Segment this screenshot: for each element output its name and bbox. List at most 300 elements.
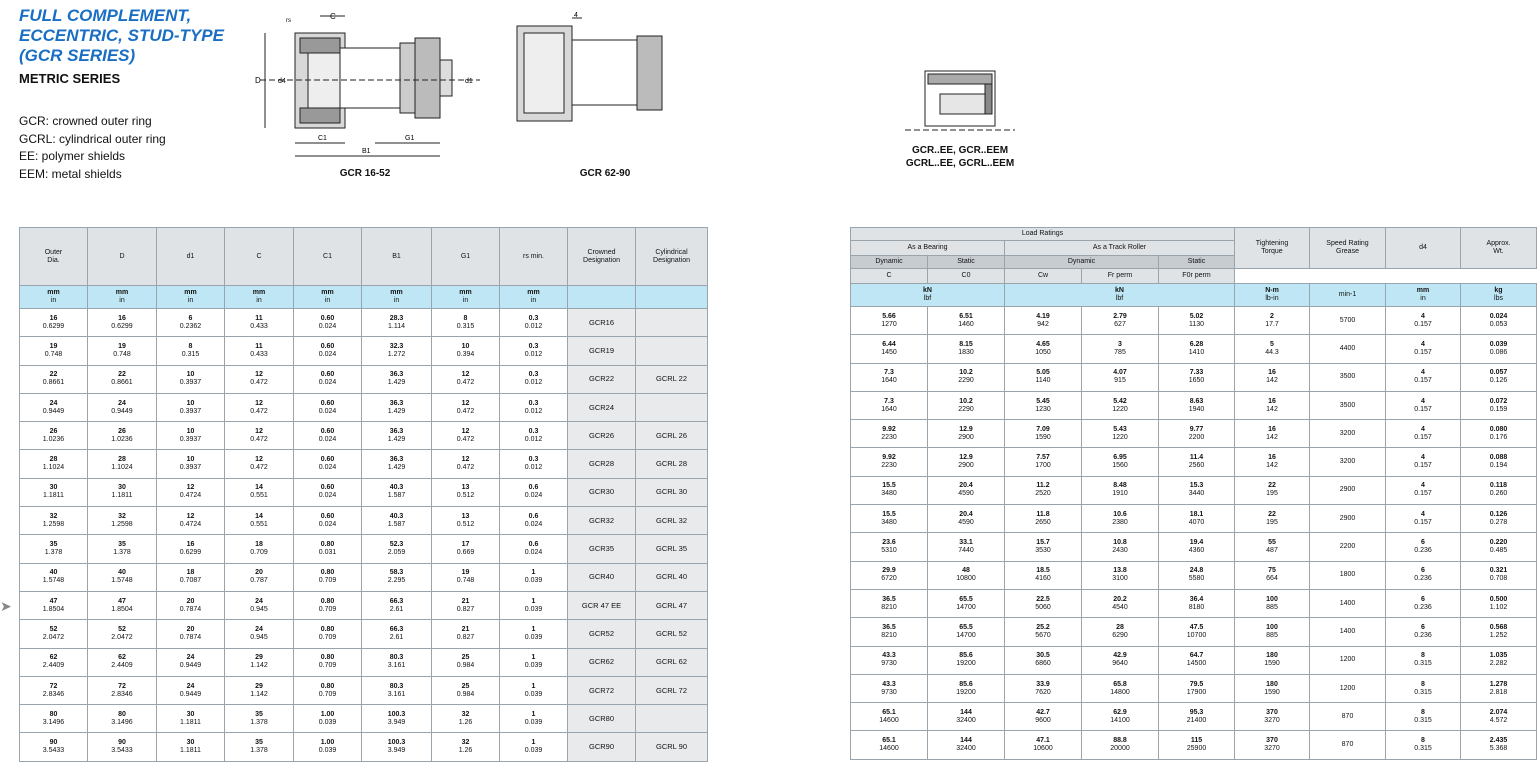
- table-cell: 48 10800: [928, 561, 1005, 589]
- units-cell: min-1: [1310, 284, 1386, 307]
- table-cell: 15.3 3440: [1159, 476, 1235, 504]
- table-cell: 15.5 3480: [851, 476, 928, 504]
- gcr-16-52-drawing: [250, 8, 490, 163]
- col-header: Approx. Wt.: [1461, 228, 1537, 269]
- table-cell: 28 1.1024: [20, 450, 88, 478]
- table-cell: 0.3 0.012: [500, 337, 568, 365]
- table-row: [851, 589, 1537, 617]
- table-cell: 24 0.9449: [88, 393, 157, 421]
- table-cell: 5.42 1220: [1082, 391, 1159, 419]
- table-cell: 22 195: [1235, 476, 1310, 504]
- table-cell: 23.6 5310: [851, 533, 928, 561]
- table-row: [20, 648, 708, 676]
- table-cell: 12 0.472: [225, 393, 294, 421]
- units-cell: mm in: [500, 286, 568, 309]
- cylindrical-designation: [636, 337, 708, 365]
- table-row: [851, 731, 1537, 759]
- table-cell: 4 0.157: [1386, 391, 1461, 419]
- table-cell: 13 0.512: [432, 478, 500, 506]
- table-cell: 14 0.551: [225, 507, 294, 535]
- legend-item: EE: polymer shields: [19, 149, 126, 163]
- table-cell: 1400: [1310, 618, 1386, 646]
- crowned-designation: GCR 47 EE: [568, 591, 636, 619]
- table-cell: 1400: [1310, 589, 1386, 617]
- symbol-header: C0: [928, 269, 1005, 284]
- table-cell: 16 142: [1235, 448, 1310, 476]
- as-bearing-header: As a Bearing: [851, 241, 1005, 256]
- table-cell: 28.3 1.114: [362, 309, 432, 337]
- table-row: [851, 703, 1537, 731]
- table-cell: 24 0.9449: [20, 393, 88, 421]
- table-cell: 62.9 14100: [1082, 703, 1159, 731]
- table-cell: 115 25900: [1159, 731, 1235, 759]
- units-cell: mm in: [362, 286, 432, 309]
- units-cell: mm in: [294, 286, 362, 309]
- table-cell: 66.3 2.61: [362, 620, 432, 648]
- table-row: [851, 391, 1537, 419]
- table-cell: 5.05 1140: [1005, 363, 1082, 391]
- table-cell: 2.074 4.572: [1461, 703, 1537, 731]
- table-cell: 1 0.039: [500, 648, 568, 676]
- table-cell: 65.1 14600: [851, 731, 928, 759]
- table-cell: 18 0.709: [225, 535, 294, 563]
- table-cell: 6 0.236: [1386, 618, 1461, 646]
- table-row: [851, 420, 1537, 448]
- cylindrical-designation: GCRL 35: [636, 535, 708, 563]
- table-row: [851, 363, 1537, 391]
- cylindrical-designation: GCRL 26: [636, 422, 708, 450]
- table-cell: 1 0.039: [500, 591, 568, 619]
- table-cell: 10 0.3937: [157, 450, 225, 478]
- table-cell: 1200: [1310, 674, 1386, 702]
- table-cell: 12 0.472: [225, 422, 294, 450]
- table-cell: 55 487: [1235, 533, 1310, 561]
- col-header: Outer Dia.: [20, 228, 88, 286]
- table-cell: 20.2 4540: [1082, 589, 1159, 617]
- cylindrical-designation: GCRL 52: [636, 620, 708, 648]
- table-cell: 0.80 0.709: [294, 620, 362, 648]
- table-cell: 4400: [1310, 335, 1386, 363]
- table-cell: 43.3 9730: [851, 646, 928, 674]
- table-cell: 21 0.827: [432, 620, 500, 648]
- table-cell: 0.60 0.024: [294, 507, 362, 535]
- col-header: d1: [157, 228, 225, 286]
- table-cell: 6.44 1450: [851, 335, 928, 363]
- table-cell: 15.5 3480: [851, 505, 928, 533]
- table-cell: 30.5 6860: [1005, 646, 1082, 674]
- table-row: [851, 307, 1537, 335]
- table-cell: 100.3 3.949: [362, 705, 432, 733]
- figure-caption: GCRL..EE, GCRL..EEM: [905, 158, 1015, 169]
- table-cell: 47.1 10600: [1005, 731, 1082, 759]
- table-cell: 1 0.039: [500, 620, 568, 648]
- table-cell: 5.43 1220: [1082, 420, 1159, 448]
- table-cell: 15.7 3530: [1005, 533, 1082, 561]
- load-ratings-header: Load Ratings: [851, 228, 1235, 241]
- crowned-designation: GCR16: [568, 309, 636, 337]
- table-cell: 72 2.8346: [88, 676, 157, 704]
- table-cell: 80.3 3.161: [362, 676, 432, 704]
- table-cell: 35 1.378: [225, 705, 294, 733]
- table-cell: 12 0.4724: [157, 507, 225, 535]
- table-cell: 0.60 0.024: [294, 422, 362, 450]
- table-cell: 7.09 1590: [1005, 420, 1082, 448]
- cylindrical-designation: [636, 705, 708, 733]
- table-cell: 8 0.315: [1386, 674, 1461, 702]
- table-cell: 19.4 4360: [1159, 533, 1235, 561]
- table-cell: 35 1.378: [20, 535, 88, 563]
- cylindrical-designation: [636, 393, 708, 421]
- table-cell: 47 1.8504: [20, 591, 88, 619]
- table-cell: 25.2 5670: [1005, 618, 1082, 646]
- table-cell: 8 0.315: [1386, 731, 1461, 759]
- table-cell: 9.92 2230: [851, 448, 928, 476]
- table-cell: 4.65 1050: [1005, 335, 1082, 363]
- crowned-designation: GCR72: [568, 676, 636, 704]
- table-cell: 1 0.039: [500, 733, 568, 761]
- table-cell: 4 0.157: [1386, 505, 1461, 533]
- crowned-designation: GCR28: [568, 450, 636, 478]
- table-row: [20, 591, 708, 619]
- table-cell: 65.1 14600: [851, 703, 928, 731]
- table-row: [20, 365, 708, 393]
- table-row: [20, 478, 708, 506]
- table-cell: 30 1.1811: [88, 478, 157, 506]
- table-cell: 5.02 1130: [1159, 307, 1235, 335]
- page-marker-icon: ➤: [0, 598, 12, 614]
- table-cell: 10 0.3937: [157, 422, 225, 450]
- table-cell: 12 0.472: [432, 393, 500, 421]
- table-row: [20, 507, 708, 535]
- table-cell: 0.80 0.031: [294, 535, 362, 563]
- table-cell: 0.60 0.024: [294, 309, 362, 337]
- table-cell: 0.60 0.024: [294, 365, 362, 393]
- table-cell: 10 0.3937: [157, 365, 225, 393]
- table-cell: 65.8 14800: [1082, 674, 1159, 702]
- table-cell: 52.3 2.059: [362, 535, 432, 563]
- table-cell: 180 1590: [1235, 674, 1310, 702]
- table-cell: 95.3 21400: [1159, 703, 1235, 731]
- table-cell: 90 3.5433: [20, 733, 88, 761]
- table-cell: 0.6 0.024: [500, 535, 568, 563]
- table-cell: 6 0.236: [1386, 561, 1461, 589]
- table-cell: 8 0.315: [1386, 703, 1461, 731]
- table-cell: 0.6 0.024: [500, 478, 568, 506]
- table-cell: 8 0.315: [157, 337, 225, 365]
- col-header: Crowned Designation: [568, 228, 636, 286]
- table-cell: 58.3 2.295: [362, 563, 432, 591]
- table-cell: 28 1.1024: [88, 450, 157, 478]
- gcr-62-90-drawing: [512, 8, 672, 128]
- table-cell: 0.118 0.260: [1461, 476, 1537, 504]
- table-cell: 36.4 8180: [1159, 589, 1235, 617]
- table-row: [20, 393, 708, 421]
- table-row: [20, 535, 708, 563]
- table-cell: 5700: [1310, 307, 1386, 335]
- dim-label: rs: [286, 18, 291, 24]
- table-cell: 1200: [1310, 646, 1386, 674]
- col-header: Tightening Torque: [1235, 228, 1310, 269]
- cylindrical-designation: GCRL 72: [636, 676, 708, 704]
- table-cell: 24.8 5580: [1159, 561, 1235, 589]
- table-cell: 13.8 3100: [1082, 561, 1159, 589]
- table-cell: 40 1.5748: [88, 563, 157, 591]
- table-cell: 25 0.984: [432, 676, 500, 704]
- table-cell: 0.60 0.024: [294, 393, 362, 421]
- table-cell: 79.5 17900: [1159, 674, 1235, 702]
- table-cell: 12 0.472: [432, 422, 500, 450]
- table-cell: 64.7 14500: [1159, 646, 1235, 674]
- table-cell: 11.8 2650: [1005, 505, 1082, 533]
- series-subtitle: METRIC SERIES: [19, 71, 121, 86]
- table-cell: 65.5 14700: [928, 589, 1005, 617]
- table-cell: 10 0.394: [432, 337, 500, 365]
- figure-caption: GCR 16-52: [339, 168, 391, 179]
- table-cell: 8 0.315: [1386, 646, 1461, 674]
- table-cell: 0.057 0.126: [1461, 363, 1537, 391]
- table-cell: 12 0.472: [225, 365, 294, 393]
- table-cell: 9.77 2200: [1159, 420, 1235, 448]
- table-cell: 4 0.157: [1386, 307, 1461, 335]
- table-row: [851, 505, 1537, 533]
- table-row: [851, 448, 1537, 476]
- table-cell: 52 2.0472: [88, 620, 157, 648]
- table-cell: 0.072 0.159: [1461, 391, 1537, 419]
- table-cell: 0.60 0.024: [294, 337, 362, 365]
- dimensions-table: [19, 227, 708, 762]
- table-cell: 0.6 0.024: [500, 507, 568, 535]
- table-cell: 36.5 8210: [851, 618, 928, 646]
- table-row: [20, 676, 708, 704]
- table-cell: 144 32400: [928, 703, 1005, 731]
- dim-label: d1: [465, 78, 473, 85]
- cylindrical-designation: GCRL 90: [636, 733, 708, 761]
- cylindrical-designation: GCRL 30: [636, 478, 708, 506]
- cylindrical-designation: GCRL 62: [636, 648, 708, 676]
- table-cell: 80.3 3.161: [362, 648, 432, 676]
- table-cell: 0.088 0.194: [1461, 448, 1537, 476]
- units-cell: [568, 286, 636, 309]
- figure-caption: GCR 62-90: [579, 168, 631, 179]
- table-cell: 52 2.0472: [20, 620, 88, 648]
- cylindrical-designation: [636, 309, 708, 337]
- table-cell: 3500: [1310, 363, 1386, 391]
- table-cell: 25 0.984: [432, 648, 500, 676]
- static-header: Static: [1159, 256, 1235, 269]
- table-cell: 8.48 1910: [1082, 476, 1159, 504]
- table-cell: 7.3 1640: [851, 363, 928, 391]
- static-header: Static: [928, 256, 1005, 269]
- table-cell: 2.79 627: [1082, 307, 1159, 335]
- table-cell: 0.080 0.176: [1461, 420, 1537, 448]
- table-cell: 7.3 1640: [851, 391, 928, 419]
- table-cell: 22 0.8661: [20, 365, 88, 393]
- table-cell: 16 0.6299: [20, 309, 88, 337]
- table-cell: 18 0.7087: [157, 563, 225, 591]
- table-row: [851, 476, 1537, 504]
- table-cell: 32.3 1.272: [362, 337, 432, 365]
- table-cell: 0.126 0.278: [1461, 505, 1537, 533]
- table-cell: 30 1.1811: [157, 733, 225, 761]
- table-cell: 10.2 2290: [928, 391, 1005, 419]
- table-cell: 13 0.512: [432, 507, 500, 535]
- as-track-roller-header: As a Track Roller: [1005, 241, 1235, 256]
- units-cell: mm in: [20, 286, 88, 309]
- table-cell: 35 1.378: [88, 535, 157, 563]
- table-cell: 5.45 1230: [1005, 391, 1082, 419]
- table-cell: 2900: [1310, 476, 1386, 504]
- table-row: [20, 422, 708, 450]
- table-cell: 3 785: [1082, 335, 1159, 363]
- title-line-2: ECCENTRIC, STUD-TYPE: [19, 26, 224, 45]
- table-cell: 40 1.5748: [20, 563, 88, 591]
- table-cell: 36.3 1.429: [362, 422, 432, 450]
- table-cell: 4.19 942: [1005, 307, 1082, 335]
- table-cell: 33.9 7620: [1005, 674, 1082, 702]
- legend-item: EEM: metal shields: [19, 166, 122, 181]
- table-cell: 870: [1310, 731, 1386, 759]
- table-cell: 20.4 4590: [928, 476, 1005, 504]
- crowned-designation: GCR35: [568, 535, 636, 563]
- table-cell: 1800: [1310, 561, 1386, 589]
- dim-label: C1: [318, 135, 327, 142]
- table-cell: 370 3270: [1235, 703, 1310, 731]
- table-cell: 22 0.8661: [88, 365, 157, 393]
- cylindrical-designation: GCRL 22: [636, 365, 708, 393]
- title-line-1: FULL COMPLEMENT,: [19, 6, 192, 25]
- table-cell: 0.80 0.709: [294, 676, 362, 704]
- table-cell: 42.7 9600: [1005, 703, 1082, 731]
- table-cell: 29 1.142: [225, 676, 294, 704]
- symbol-header: C: [851, 269, 928, 284]
- table-cell: 35 1.378: [225, 733, 294, 761]
- table-cell: 33.1 7440: [928, 533, 1005, 561]
- table-cell: 1.00 0.039: [294, 705, 362, 733]
- table-cell: 4 0.157: [1386, 335, 1461, 363]
- cylindrical-designation: GCRL 40: [636, 563, 708, 591]
- table-cell: 0.3 0.012: [500, 450, 568, 478]
- table-cell: 20 0.787: [225, 563, 294, 591]
- table-cell: 32 1.2598: [88, 507, 157, 535]
- dim-label: D: [255, 76, 261, 85]
- col-header: C1: [294, 228, 362, 286]
- table-cell: 19 0.748: [20, 337, 88, 365]
- col-header: d4: [1386, 228, 1461, 269]
- table-cell: 8.15 1830: [928, 335, 1005, 363]
- table-cell: 0.80 0.709: [294, 648, 362, 676]
- table-cell: 29.9 6720: [851, 561, 928, 589]
- table-cell: 16 0.6299: [157, 535, 225, 563]
- table-cell: 3200: [1310, 420, 1386, 448]
- table-cell: 2900: [1310, 505, 1386, 533]
- table-cell: 65.5 14700: [928, 618, 1005, 646]
- table-cell: 6 0.2362: [157, 309, 225, 337]
- table-cell: 0.80 0.709: [294, 591, 362, 619]
- table-cell: 10.2 2290: [928, 363, 1005, 391]
- table-cell: 20.4 4590: [928, 505, 1005, 533]
- cylindrical-designation: GCRL 32: [636, 507, 708, 535]
- dim-label: 4: [574, 12, 578, 19]
- col-header: B1: [362, 228, 432, 286]
- table-cell: 88.8 20000: [1082, 731, 1159, 759]
- table-cell: 16 142: [1235, 363, 1310, 391]
- table-cell: 2.435 5.368: [1461, 731, 1537, 759]
- table-cell: 40.3 1.587: [362, 478, 432, 506]
- table-cell: 6.51 1460: [928, 307, 1005, 335]
- units-cell: mm in: [1386, 284, 1461, 307]
- table-cell: 7.57 1700: [1005, 448, 1082, 476]
- table-cell: 6.28 1410: [1159, 335, 1235, 363]
- table-cell: 24 0.945: [225, 591, 294, 619]
- table-cell: 75 664: [1235, 561, 1310, 589]
- table-cell: 10 0.3937: [157, 393, 225, 421]
- table-cell: 22 195: [1235, 505, 1310, 533]
- table-cell: 12.9 2900: [928, 448, 1005, 476]
- table-cell: 90 3.5433: [88, 733, 157, 761]
- table-cell: 0.80 0.709: [294, 563, 362, 591]
- table-cell: 20 0.7874: [157, 620, 225, 648]
- table-cell: 12 0.472: [432, 450, 500, 478]
- table-cell: 12 0.472: [432, 365, 500, 393]
- table-cell: 0.568 1.252: [1461, 618, 1537, 646]
- table-cell: 18.5 4160: [1005, 561, 1082, 589]
- table-row: [851, 335, 1537, 363]
- table-row: [20, 337, 708, 365]
- symbol-header: Cw: [1005, 269, 1082, 284]
- units-cell: kN lbf: [851, 284, 1005, 307]
- table-cell: 11.2 2520: [1005, 476, 1082, 504]
- table-cell: 0.3 0.012: [500, 309, 568, 337]
- table-cell: 85.6 19200: [928, 674, 1005, 702]
- table-cell: 32 1.26: [432, 733, 500, 761]
- dim-label: d4: [278, 78, 286, 85]
- units-cell: mm in: [225, 286, 294, 309]
- table-cell: 16 0.6299: [88, 309, 157, 337]
- crowned-designation: GCR22: [568, 365, 636, 393]
- figure-caption: GCR..EE, GCR..EEM: [911, 145, 1009, 156]
- table-cell: 4 0.157: [1386, 363, 1461, 391]
- table-cell: 16 142: [1235, 420, 1310, 448]
- table-cell: 0.60 0.024: [294, 450, 362, 478]
- units-cell: kN lbf: [1005, 284, 1235, 307]
- table-row: [851, 618, 1537, 646]
- table-cell: 36.3 1.429: [362, 450, 432, 478]
- col-header: D: [88, 228, 157, 286]
- crowned-designation: GCR52: [568, 620, 636, 648]
- table-cell: 0.024 0.053: [1461, 307, 1537, 335]
- legend-item: GCRL: cylindrical outer ring: [19, 131, 166, 146]
- table-cell: 11 0.433: [225, 337, 294, 365]
- dynamic-header: Dynamic: [851, 256, 928, 269]
- table-cell: 66.3 2.61: [362, 591, 432, 619]
- table-cell: 1.278 2.818: [1461, 674, 1537, 702]
- table-cell: 11 0.433: [225, 309, 294, 337]
- table-cell: 47 1.8504: [88, 591, 157, 619]
- table-cell: 4 0.157: [1386, 448, 1461, 476]
- table-cell: 0.3 0.012: [500, 422, 568, 450]
- cylindrical-designation: GCRL 47: [636, 591, 708, 619]
- table-cell: 20 0.7874: [157, 591, 225, 619]
- table-cell: 0.3 0.012: [500, 393, 568, 421]
- units-cell: mm in: [157, 286, 225, 309]
- table-cell: 19 0.748: [88, 337, 157, 365]
- table-cell: 180 1590: [1235, 646, 1310, 674]
- dim-label: B1: [362, 148, 371, 155]
- table-cell: 6 0.236: [1386, 533, 1461, 561]
- table-cell: 1.00 0.039: [294, 733, 362, 761]
- col-header: C: [225, 228, 294, 286]
- table-cell: 11.4 2560: [1159, 448, 1235, 476]
